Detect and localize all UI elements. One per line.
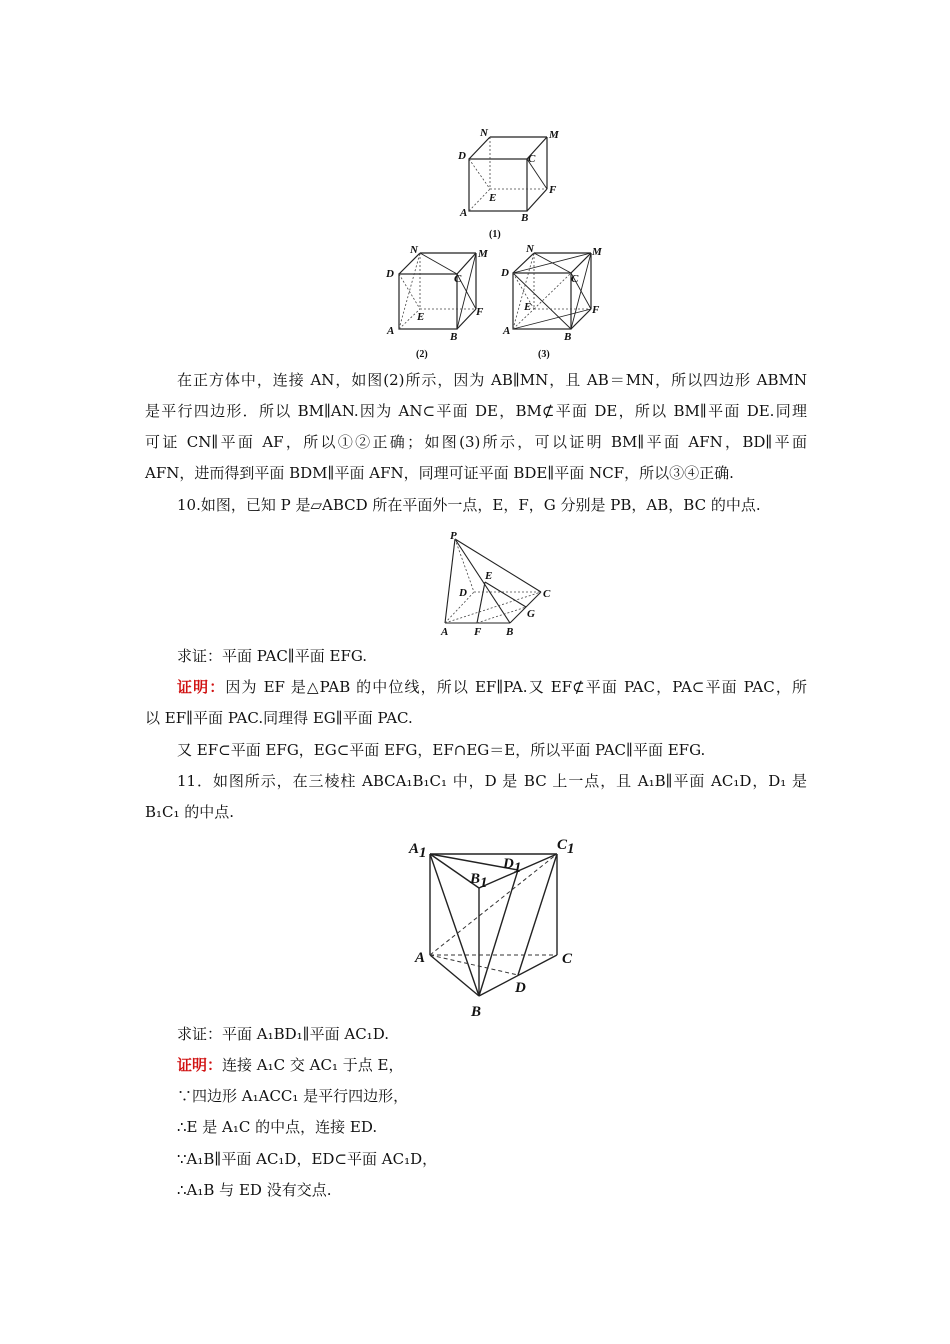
cube2-label-a: A [387,325,395,337]
cube1-label-e: E [489,192,497,204]
cube1-label-m: M [549,129,559,141]
cube-figure-1 [450,125,570,240]
cube2-label-d: D [386,268,394,280]
proof-11-line-1 [177,1055,807,1075]
cube2-label-n: N [410,244,418,256]
cube3-label-a: A [503,325,511,337]
proof-11-line-4: ∵A₁B∥平面 AC₁D，ED⊂平面 AC₁D， [177,1150,438,1168]
cube2-label-b: B [450,331,458,343]
cube3-caption: (3) [538,349,550,360]
proof-label: 证明： [177,678,226,696]
cube3-label-c: C [571,273,579,285]
prism-label-a1: A1 [409,841,427,861]
prism-label-a: A [415,950,426,966]
problem-10-goal: 求证：平面 PAC∥平面 EFG. [177,647,368,665]
text-line-2: 是平行四边形．所以 BM∥AN.因为 AN⊂平面 DE，BM⊄平面 DE，所以 BM∥平面 DE.同理 [145,402,807,420]
proof-11-line-5: ∴A₁B 与 ED 没有交点. [177,1181,332,1199]
proof-label-11: 证明： [177,1056,223,1074]
cube1-caption: (1) [489,229,501,240]
pyramid-label-p: P [450,530,457,542]
cube3-label-b: B [564,331,572,343]
prism-label-d: D [515,980,526,996]
pyramid-label-g: G [527,608,535,620]
problem-11-goal: 求证：平面 A₁BD₁∥平面 AC₁D. [177,1025,389,1043]
proof-11-line-2: ∵四边形 A₁ACC₁ 是平行四边形， [177,1087,409,1105]
pyramid-label-c: C [543,588,551,600]
pyramid-label-e: E [485,570,493,582]
cube2-label-e: E [417,311,425,323]
cube3-label-e: E [524,301,532,313]
cube1-label-c: C [528,153,536,165]
pyramid-label-d: D [459,587,467,599]
cube1-label-b: B [521,212,529,224]
proof-11-line-1-text: 连接 A₁C 交 AC₁ 于点 E， [222,1056,404,1074]
proof-11-line-3: ∴E 是 A₁C 的中点，连接 ED. [177,1118,378,1136]
prism-label-c1: C1 [557,837,575,857]
proof-10-line-2: 以 EF∥平面 PAC.同理得 EG∥平面 PAC. [145,709,413,727]
cube1-label-n: N [480,127,488,139]
pyramid-label-f: F [474,626,482,638]
cube3-label-n: N [526,243,534,255]
text-line-1: 在正方体中，连接 AN，如图(2)所示，因为 AB∥MN，且 AB＝MN，所以四边形 ABMN [177,371,807,389]
prism-label-b: B [471,1004,482,1020]
cube2-label-f: F [476,306,484,318]
text-line-3: 可证 CN∥平面 AF，所以①②正确；如图(3)所示，可以证明 BM∥平面 AFN，BD∥平面 [145,433,807,451]
cube2-label-m: M [478,248,488,260]
problem-11-statement-1: 11．如图所示，在三棱柱 ABCA₁B₁C₁ 中，D 是 BC 上一点，且 A₁B∥平面 AC₁D，D₁ 是 [177,772,807,790]
cube1-label-f: F [549,184,557,196]
cube1-label-a: A [460,207,468,219]
problem-10-statement: 10.如图，已知 P 是▱ABCD 所在平面外一点，E，F，G 分别是 PB，AB，BC 的中点. [177,496,761,514]
prism-label-d1: D1 [503,856,522,876]
proof-10-line-1-text: 因为 EF 是△PAB 的中位线，所以 EF∥PA.又 EF⊄平面 PAC，PA⊂平面 PAC，所 [225,678,807,696]
proof-10-line-3: 又 EF⊂平面 EFG，EG⊂平面 EFG，EF∩EG＝E，所以平面 PAC∥平面 EFG. [177,741,706,759]
proof-10-line-1 [177,677,807,697]
pyramid-figure [435,527,560,642]
cube2-label-c: C [454,273,462,285]
cube1-label-d: D [458,150,466,162]
cube3-label-f: F [592,304,600,316]
cube-figure-2 [380,243,495,361]
cube2-caption: (2) [416,349,428,360]
cube3-label-m: M [592,246,602,258]
pyramid-label-a: A [441,626,449,638]
prism-label-b1: B1 [470,871,488,891]
cube3-label-d: D [501,267,509,279]
text-line-4: AFN，进而得到平面 BDM∥平面 AFN，同理可证平面 BDE∥平面 NCF，所以③④正确. [145,464,734,482]
prism-figure [405,832,590,1022]
cube-figure-3 [498,243,613,361]
pyramid-label-b: B [506,626,514,638]
prism-label-c: C [562,951,573,967]
problem-11-statement-2: B₁C₁ 的中点. [145,803,235,821]
